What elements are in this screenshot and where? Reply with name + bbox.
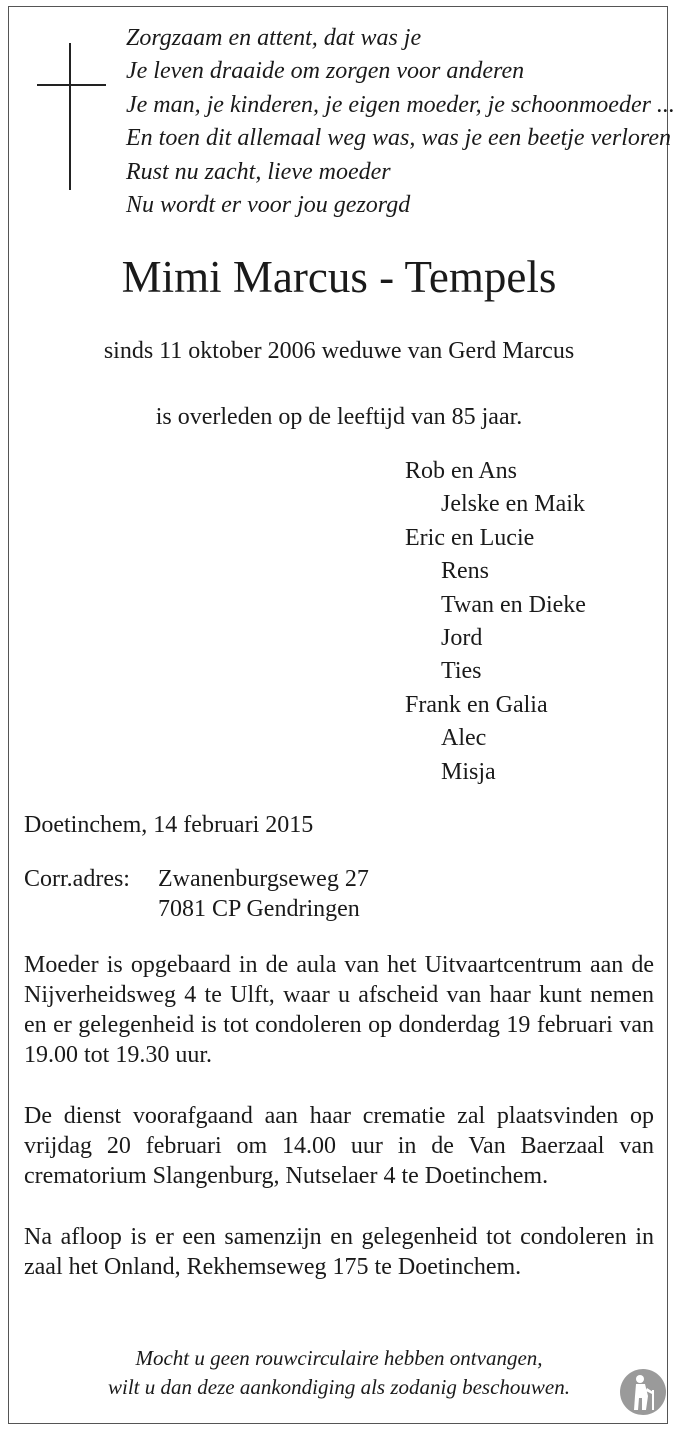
address-label: Corr.adres: [24,866,130,892]
closing-line: wilt u dan deze aankondiging als zodanig beschouwen. [108,1375,570,1399]
poem [126,22,675,222]
poem-line: Je leven draaide om zorgen voor anderen [126,58,525,85]
family-member: Frank en Galia [405,691,548,718]
paragraph-viewing: Moeder is opgebaard in de aula van het Uitvaartcentrum aan de Nijverheidsweg 4 te Ulft, waar u afscheid van haar kunt nemen en er gelegenheid is tot condoleren op donderdag 19 februari van 19.00 tot 19.30 uur. [24,952,654,1068]
family-member: Jelske en Maik [441,491,585,518]
family-member: Rob en Ans [405,458,518,484]
cross-icon-bar [37,84,106,86]
deceased-name: Mimi Marcus - Tempels [121,252,557,302]
address [158,864,369,924]
family-member: Jord [441,625,483,652]
family-member: Rens [441,558,489,585]
family-member: Misja [441,758,496,785]
poem-line: Rust nu zacht, lieve moeder [126,158,391,185]
family-member: Ties [441,658,482,685]
place-date: Doetinchem, 14 februari 2015 [24,812,314,838]
family-member: Twan en Dieke [441,591,586,618]
paragraph-gathering: Na afloop is er een samenzijn en gelegenheid tot condoleren in zaal het Onland, Rekhemseweg 175 te Doetinchem. [24,1224,654,1280]
address-street: Zwanenburgseweg 27 [158,866,369,892]
cross-icon [69,43,71,190]
mourning-figure-logo-icon [619,1368,667,1416]
family-member: Eric en Lucie [405,524,535,551]
poem-line: En toen dit allemaal weg was, was je een beetje verloren [126,125,671,152]
poem-line: Nu wordt er voor jou gezorgd [126,192,411,219]
paragraph-service: De dienst voorafgaand aan haar crematie zal plaatsvinden op vrijdag 20 februari om 14.00 uur in de Van Baerzaal van crematorium Slangenburg, Nutselaer 4 te Doetinchem. [24,1103,654,1189]
family-member: Alec [441,725,487,752]
family-list [405,455,586,789]
poem-line: Zorgzaam en attent, dat was je [126,25,422,51]
widow-line: sinds 11 oktober 2006 weduwe van Gerd Marcus [103,338,575,364]
address-city: 7081 CP Gendringen [158,896,360,922]
closing-line: Mocht u geen rouwcirculaire hebben ontvangen, [135,1346,543,1370]
closing-note [0,1344,678,1402]
deceased-line: is overleden op de leeftijd van 85 jaar. [155,404,523,430]
poem-line: Je man, je kinderen, je eigen moeder, je schoonmoeder ... [126,91,675,118]
